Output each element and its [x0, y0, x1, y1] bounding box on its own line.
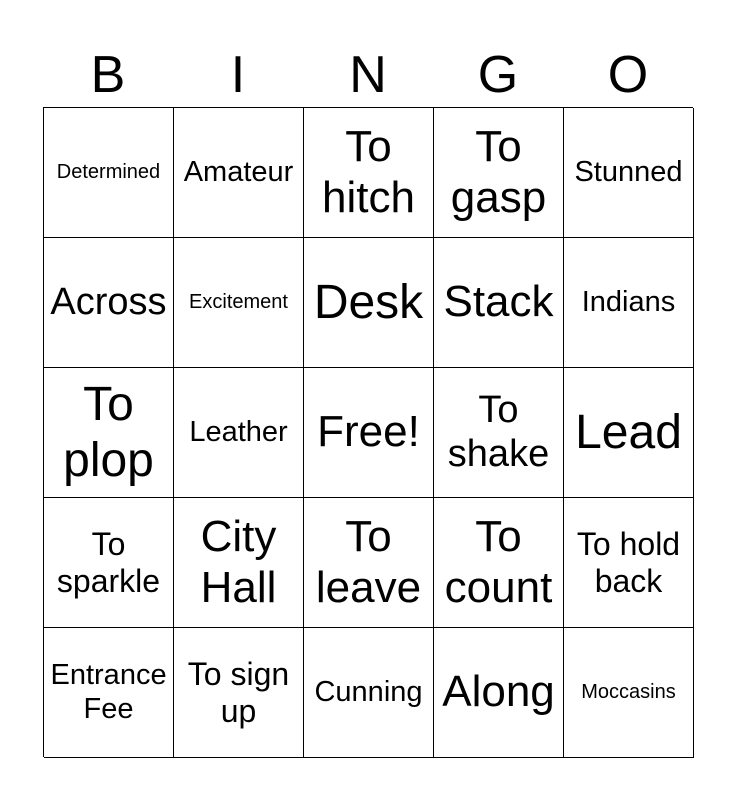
bingo-cell-label: Indians: [581, 285, 676, 318]
bingo-cell-label: Entrance Fee: [50, 659, 167, 725]
bingo-cell-r5c4[interactable]: [434, 628, 564, 758]
bingo-cell-r4c5[interactable]: [564, 498, 694, 628]
bingo-cell-r1c3[interactable]: [304, 108, 434, 238]
bingo-cell-r2c2[interactable]: [174, 238, 304, 368]
header-letter-n: N: [349, 46, 387, 104]
bingo-cell-label: Stack: [443, 277, 554, 327]
bingo-cell-label: Lead: [575, 405, 682, 459]
bingo-cell-r2c5[interactable]: [564, 238, 694, 368]
bingo-cell-r1c5[interactable]: [564, 108, 694, 238]
bingo-cell-r5c1[interactable]: [44, 628, 174, 758]
bingo-cell-label: To sparkle: [56, 525, 161, 599]
header-letter-b: B: [90, 46, 126, 104]
bingo-header: [43, 44, 693, 106]
bingo-cell-label: Stunned: [574, 155, 683, 188]
bingo-cell-label: Amateur: [183, 155, 294, 188]
bingo-cell-r3c3[interactable]: [304, 368, 434, 498]
header-letter-i: I: [230, 46, 246, 104]
bingo-cell-label: Across: [50, 280, 167, 323]
bingo-cell-r1c2[interactable]: [174, 108, 304, 238]
bingo-cell-label: To leave: [315, 511, 422, 612]
bingo-cell-label: To shake: [447, 388, 550, 475]
bingo-cell-label: To sign up: [187, 655, 290, 729]
bingo-cell-r3c2[interactable]: [174, 368, 304, 498]
bingo-cell-label: Leather: [189, 415, 288, 448]
header-letter-o: O: [607, 46, 649, 104]
bingo-cell-label: To gasp: [450, 121, 547, 222]
bingo-cell-label: Cunning: [314, 675, 423, 708]
bingo-cell-r2c3[interactable]: [304, 238, 434, 368]
bingo-cell-r1c1[interactable]: [44, 108, 174, 238]
bingo-cell-r3c5[interactable]: [564, 368, 694, 498]
bingo-cell-r2c4[interactable]: [434, 238, 564, 368]
bingo-cell-label: Along: [442, 667, 555, 717]
bingo-cell-label: Determined: [56, 161, 161, 183]
bingo-cell-label: Excitement: [189, 291, 288, 313]
bingo-cell-r5c2[interactable]: [174, 628, 304, 758]
bingo-cell-label: To hold back: [576, 525, 681, 599]
bingo-cell-r4c2[interactable]: [174, 498, 304, 628]
bingo-cell-label: To count: [444, 511, 553, 612]
bingo-cell-r5c3[interactable]: [304, 628, 434, 758]
bingo-cell-label: Desk: [313, 275, 424, 329]
header-letter-g: G: [477, 46, 519, 104]
bingo-cell-r3c4[interactable]: [434, 368, 564, 498]
bingo-cell-label: Free!: [317, 407, 420, 457]
bingo-cell-label: To hitch: [322, 121, 415, 222]
bingo-cell-r4c4[interactable]: [434, 498, 564, 628]
bingo-cell-label: To plop: [63, 378, 154, 487]
bingo-cell-r5c5[interactable]: [564, 628, 694, 758]
bingo-cell-label: City Hall: [200, 511, 277, 612]
bingo-cell-r2c1[interactable]: [44, 238, 174, 368]
bingo-cell-r1c4[interactable]: [434, 108, 564, 238]
bingo-cell-r3c1[interactable]: [44, 368, 174, 498]
bingo-cell-r4c1[interactable]: [44, 498, 174, 628]
bingo-cell-r4c3[interactable]: [304, 498, 434, 628]
bingo-cell-label: Moccasins: [581, 681, 676, 703]
bingo-board: [43, 107, 693, 757]
